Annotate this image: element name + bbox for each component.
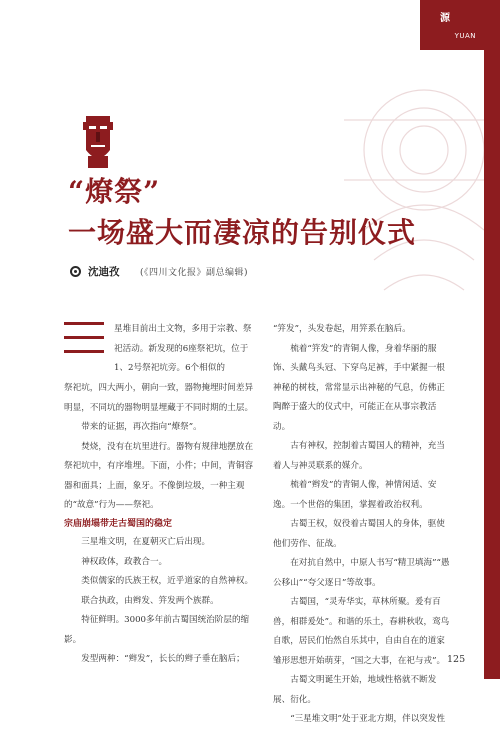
bronze-mask-icon [80, 110, 116, 170]
paragraph: 类似儒家的氏族王权，近乎道家的自然神权。 [81, 576, 254, 586]
article-title-line1: “燎祭” [68, 175, 161, 208]
paragraph: 联合执政，由辫发、笄发两个族群。 [81, 595, 219, 606]
author-name: 沈迪孜 [88, 266, 120, 278]
corner-tab [420, 0, 484, 50]
left-column-body [64, 379, 260, 516]
page-number: 125 [447, 654, 466, 665]
left-column-section [64, 533, 260, 670]
article-title-line2: 一场盛大而凄凉的告别仪式 [68, 216, 417, 249]
paragraph: 古蜀王权，奴役着古蜀国人的身体，驱使他们劳作、征战。 [273, 519, 445, 549]
dropcap-icon [64, 322, 110, 362]
paragraph: 焚烧，没有在坑里进行。器物有规律地摆放在祭祀坑中，有序堆埋。下面，小件；中间，青铜容器和面具；上面，象牙。不像倒垃圾，一种主观的“故意”行为——祭祀。 [64, 441, 254, 510]
side-band [484, 0, 500, 679]
paragraph: 在对抗自然中，中原人书写“精卫填海”“愚公移山”“夸父逐日”等故事。 [273, 558, 450, 588]
paragraph: 古蜀文明诞生开始，地域性格就不断发展、衍化。 [273, 675, 437, 705]
paragraph: 三星堆文明，在夏朝灭亡后出现。 [81, 537, 211, 547]
paragraph: 带来的证据，再次指向“燎祭”。 [81, 422, 202, 432]
paragraph: “笄发”，头发卷起，用笄系在脑后。 [273, 324, 411, 334]
background-pattern-icon [324, 60, 484, 320]
paragraph: 古有神权，控制着古蜀国人的精神，充当着人与神灵联系的媒介。 [273, 441, 445, 471]
paragraph: 神权政体，政教合一。 [81, 556, 168, 567]
author-title: (《四川文化报》副总编辑) [140, 268, 249, 278]
paragraph: 祭祀坑，四大两小，朝向一致，器物掩埋时间差异明显，不同坑的器物明显埋藏于不同时期的土层。 [64, 383, 254, 413]
paragraph: 发型两种：“辫发”，长长的辫子垂在脑后； [81, 654, 245, 664]
paragraph: 古蜀国，“灵寿华实，草林所聚。爰有百兽，相群爰处”。和谐的乐土，春耕秋收，鸾鸟自歌，居民们怡然自乐其中，自由自在的道家雏形思想开始萌芽，“国之大事，在祀与戎”。 [273, 597, 450, 666]
first-paragraph: 星堆目前出土文物，多用于宗教、祭祀活动。新发现的6座祭祀坑，位于1、2号祭祀坑旁。6个相似的 [114, 324, 252, 373]
paragraph: 特征鲜明。3000多年前古蜀国统治阶层的缩影。 [64, 615, 250, 645]
paragraph: 梳着“辫发”的青铜人像，神情闲适、安逸。一个世俗的集团，掌握着政治权利。 [273, 480, 437, 510]
section-heading: 宗庙崩塌带走古蜀国的稳定 [64, 519, 173, 529]
author-bullet-icon [70, 266, 81, 277]
paragraph: “三星堆文明”处于亚北方期，伴以突发性 [290, 714, 446, 724]
right-column [273, 320, 453, 730]
section-english: YUAN [454, 32, 476, 40]
paragraph: 梳着“笄发”的青铜人像，身着华丽的服饰、头戴鸟头冠、下穿鸟足裤，手中紧握一根神秘的树枝，常常显示出神秘的气息，仿佛正陶醉于盛大的仪式中，可能正在从事宗教活动。 [273, 343, 445, 432]
section-glyph: 源 [440, 13, 450, 24]
